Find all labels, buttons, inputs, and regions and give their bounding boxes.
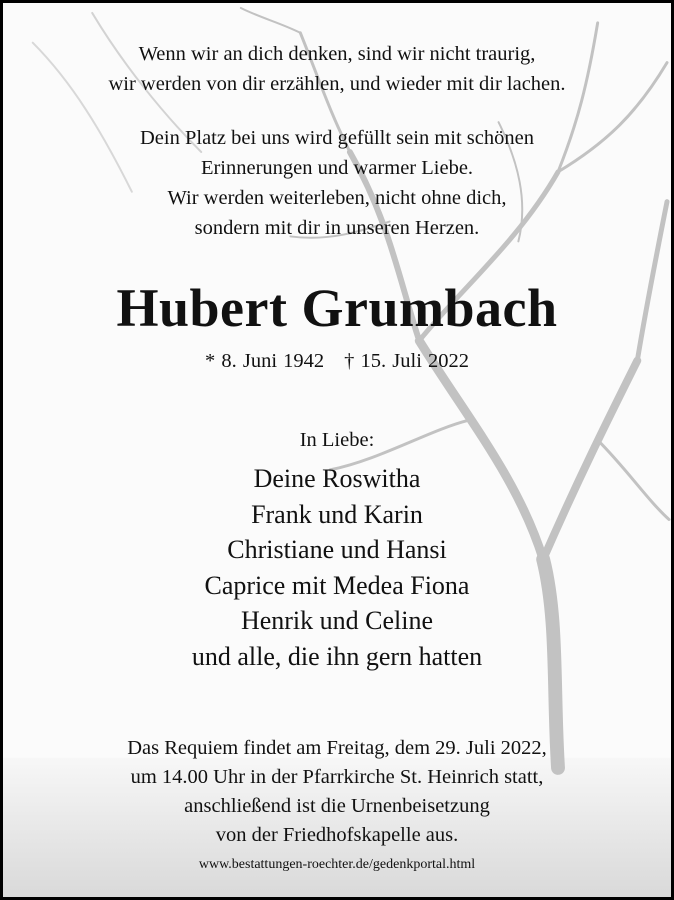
mourner-name: Deine Roswitha [253,464,421,493]
mourner-name: Christiane und Hansi [227,535,447,564]
birth-date: * 8. Juni 1942 [204,350,325,372]
requiem-line: um 14.00 Uhr in der Pfarrkirche St. Heinrich statt, [130,766,544,788]
mourner-name: Frank und Karin [251,499,423,529]
requiem-line: von der Friedhofskapelle aus. [215,824,459,846]
memorial-portal-url[interactable]: www.bestattungen-roechter.de/gedenkportal.html [198,857,476,872]
life-dates [3,346,671,376]
poem-stanza-1 [3,39,671,99]
requiem-line: anschließend ist die Urnenbeisetzung [184,795,490,817]
poem-line: wir werden von dir erzählen, und wieder mit dir lachen. [108,73,566,95]
poem-line: Wir werden weiterleben, nicht ohne dich, [167,187,507,209]
poem-line: sondern mit dir in unseren Herzen. [194,217,480,239]
requiem-info [3,734,671,850]
mourners-intro: In Liebe: [299,429,375,451]
mourner-name: und alle, die ihn gern hatten [191,641,483,671]
poem-line: Dein Platz bei uns wird gefüllt sein mit schönen [140,127,534,149]
poem-stanza-2 [3,123,671,243]
mourner-name: Henrik und Celine [240,606,434,635]
poem-line: Erinnerungen und warmer Liebe. [200,157,474,179]
mourner-name: Caprice mit Medea Fiona [204,570,470,600]
requiem-line: Das Requiem findet am Freitag, dem 29. Juli 2022, [127,737,547,759]
death-date: † 15. Juli 2022 [344,350,470,372]
deceased-name: Hubert Grumbach [116,278,558,338]
poem-line: Wenn wir an dich denken, sind wir nicht traurig, [138,43,536,65]
mourners-list [3,461,671,674]
